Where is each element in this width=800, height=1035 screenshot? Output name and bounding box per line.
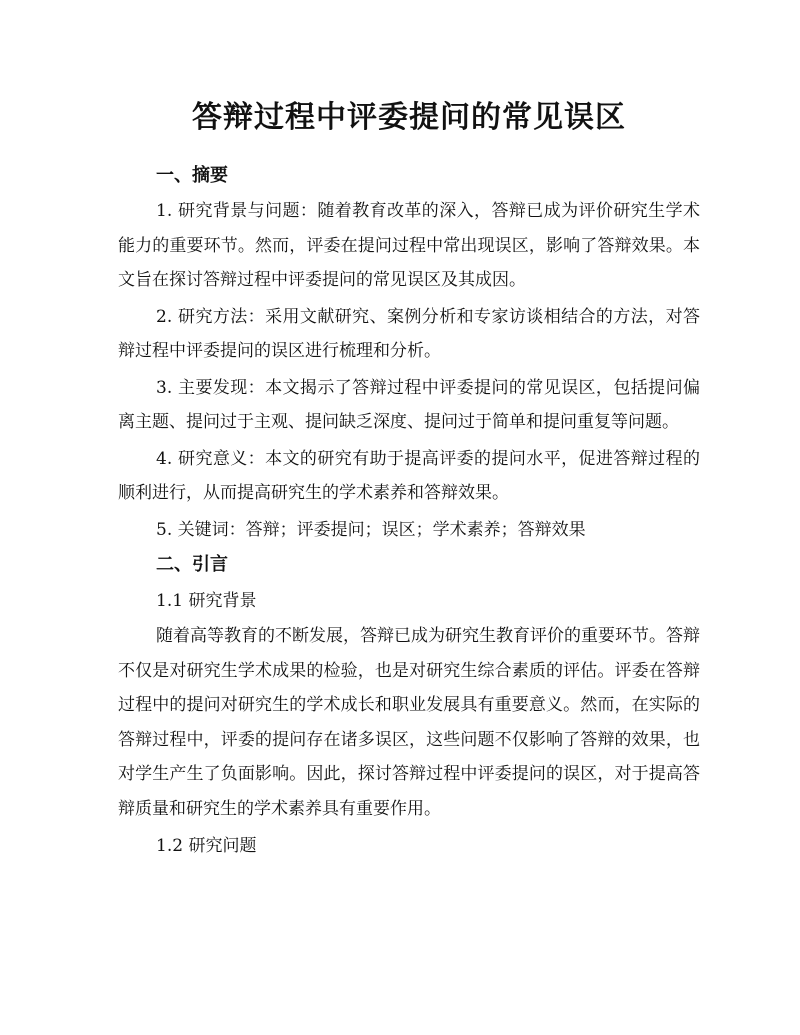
abstract-item-3: 3. 主要发现：本文揭示了答辩过程中评委提问的常见误区，包括提问偏离主题、提问过于主观、提问缺乏深度、提问过于简单和提问重复等问题。 [118,377,700,432]
abstract-item-5: 5. 关键词：答辩；评委提问；误区；学术素养；答辩效果 [156,519,586,540]
background-paragraph: 随着高等教育的不断发展，答辩已成为研究生教育评价的重要环节。答辩不仅是对研究生学术成果的检验，也是对研究生综合素质的评估。评委在答辩过程中的提问对研究生的学术成长和职业发展具有重要意义。然而，在实际的答辩过程中，评委的提问存在诸多误区，这些问题不仅影响了答辩的效果，也对学生产生了负面影响。因此，探讨答辩过程中评委提问的误区，对于提高答辩质量和研究生的学术素养具有重要作用。 [118,626,700,819]
section-heading-introduction: 二、引言 [156,554,228,575]
subsection-heading-background: 1.1 研究背景 [156,591,257,611]
section-heading-abstract: 一、摘要 [156,165,228,186]
abstract-item-4: 4. 研究意义：本文的研究有助于提高评委的提问水平，促进答辩过程的顺利进行，从而提高研究生的学术素养和答辩效果。 [118,448,700,503]
abstract-item-1: 1. 研究背景与问题：随着教育改革的深入，答辩已成为评价研究生学术能力的重要环节。然而，评委在提问过程中常出现误区，影响了答辩效果。本文旨在探讨答辩过程中评委提问的常见误区及其成因。 [118,201,700,290]
subsection-heading-research-question: 1.2 研究问题 [156,836,257,856]
abstract-item-2: 2. 研究方法：采用文献研究、案例分析和专家访谈相结合的方法，对答辩过程中评委提问的误区进行梳理和分析。 [118,306,700,361]
document-title: 答辩过程中评委提问的常见误区 [192,100,626,135]
